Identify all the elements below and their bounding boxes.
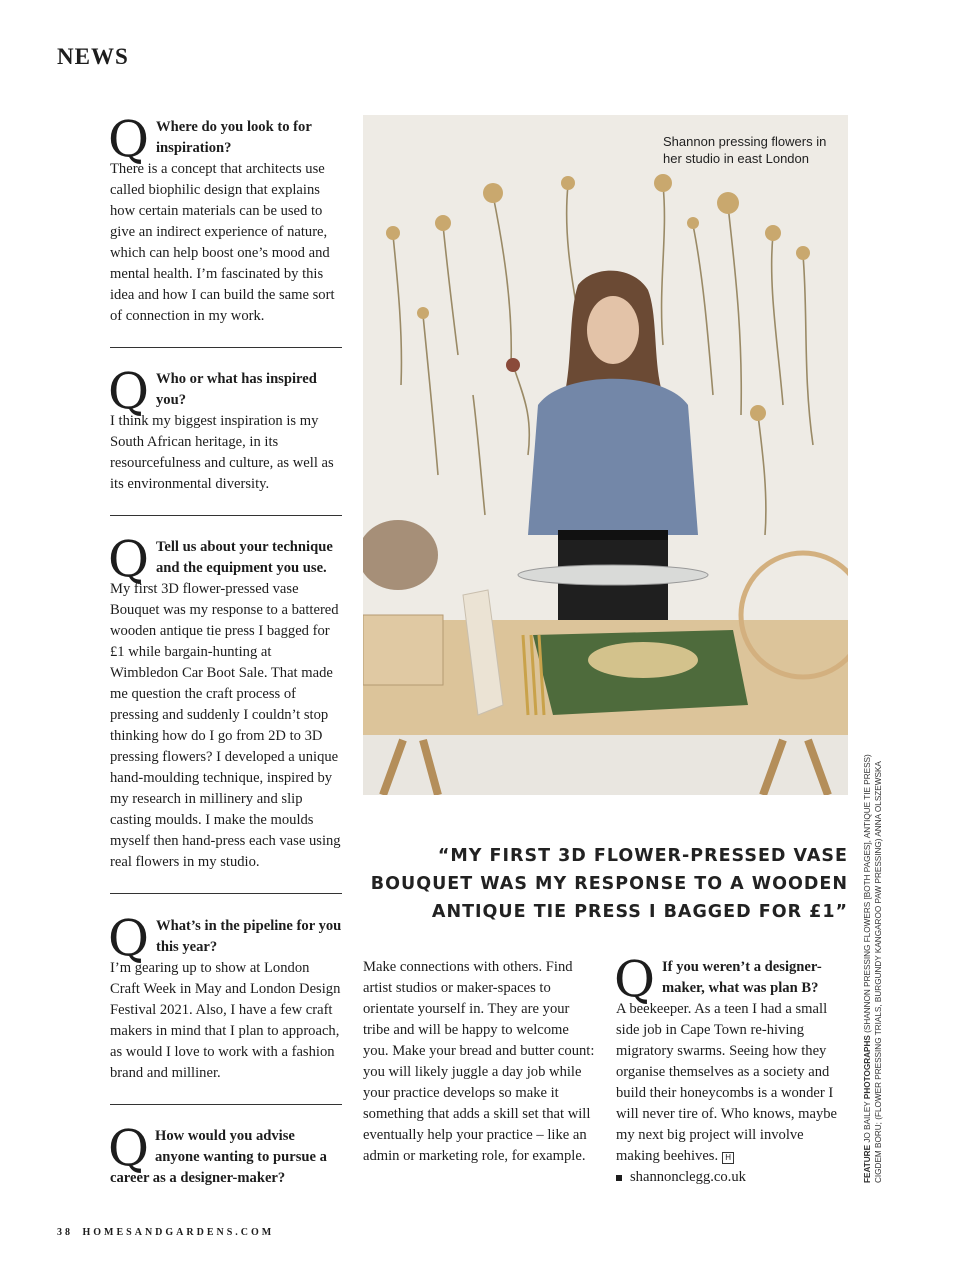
q-dropcap: Q: [108, 530, 149, 588]
question-text: If you weren’t a designer-maker, what was plan B?: [662, 959, 822, 996]
question-text: How would you advise anyone wanting to pursue a career as a designer-maker?: [110, 1128, 327, 1186]
page-number: 38: [57, 1227, 73, 1238]
qa-plan-b: [614, 950, 846, 1188]
q-dropcap: Q: [108, 1119, 149, 1177]
divider: [110, 515, 342, 516]
studio-photo: [363, 115, 848, 795]
answer-body: A beekeeper. As a teen I had a small side job in Cape Town re-hiving migratory swarms. Seeing how they organise themselves as a society and build their honeycombs is a wonder I will never tire of. Who knows, maybe my next big project will involve making beehives.: [616, 1001, 838, 1164]
photo-caption: Shannon pressing flowers in her studio in east London: [663, 134, 827, 166]
credit-feature-label: FEATURE: [863, 1144, 872, 1183]
answer-text: I’m gearing up to show at London Craft Week in May and London Design Festival 2021. Also, I have a few craft makers in mind that I plan to approach, as would I love to work with a fashion brand and milliner.: [110, 960, 341, 1081]
photo-credits: [862, 754, 884, 1183]
tray: [518, 565, 708, 585]
divider: [110, 347, 342, 348]
q-dropcap: Q: [108, 362, 149, 420]
qa-technique: [108, 530, 342, 873]
wooden-press: [363, 615, 443, 685]
qa-advice: [108, 1119, 342, 1189]
site-name: HOMESANDGARDENS.COM: [82, 1227, 275, 1238]
photo-illustration: [363, 115, 848, 795]
end-mark-icon: H: [722, 1152, 734, 1164]
divider: [110, 893, 342, 894]
credit-photos-label: PHOTOGRAPHS: [863, 1035, 872, 1100]
qa-inspiration: [108, 110, 342, 327]
credit-photos-text: (SHANNON PRESSING FLOWERS [BOTH PAGES], ANTIQUE TIE PRESS): [863, 754, 872, 1033]
qa-inspired-by: [108, 362, 342, 495]
answer-text: There is a concept that architects use called biophilic design that explains how certain materials can be used to give an indirect experience of nature, which can help boost one’s mood and mental health. I’m fascinated by this idea and how I can build the same sort of connection in my work.: [110, 161, 335, 324]
bullet-icon: [616, 1175, 622, 1181]
q-dropcap: Q: [614, 950, 655, 1008]
question-text: Who or what has inspired you?: [156, 371, 317, 408]
website-line: [616, 1167, 846, 1188]
credit-line-2: CIGDEM BORU; (FLOWER PRESSING TRIALS, BURGUNDY KANGAROO PAW PRESSING) ANNA OLSZEWSKA: [874, 761, 883, 1183]
question-text: What’s in the pipeline for you this year?: [156, 918, 342, 955]
divider: [110, 1104, 342, 1105]
qa-pipeline: [108, 909, 342, 1084]
answer-text: My first 3D flower-pressed vase Bouquet was my response to a battered wooden antique tie press I bagged for £1 while bargain-hunting at Wimbledon Car Boot Sale. That made me question the craft process of pressing and suddenly I couldn’t stop thinking how do I go from 2D to 3D pressing flowers? I developed a unique hand-moulding technique, inspired by my research in millinery and slip casting moulds. I make the moulds myself then hand-press each vase using real flowers in my studio.: [110, 581, 341, 870]
question-text: Tell us about your technique and the equipment you use.: [156, 539, 333, 576]
answer-text: I think my biggest inspiration is my South African heritage, in its resourcefulness and culture, as well as its environmental diversity.: [110, 413, 334, 492]
question-text: Where do you look to for inspiration?: [156, 119, 312, 156]
section-label: NEWS: [57, 44, 129, 69]
middle-column-text: Make connections with others. Find artist studios or maker-spaces to orientate yourself in. They are your tribe and will be happy to welcome you. Make your bread and butter count: you will likely juggle a day job while your practice develops so make it something that adds a skill set that will eventually help your practice – like an admin or marketing role, for example.: [363, 959, 595, 1164]
website-link[interactable]: shannonclegg.co.uk: [630, 1169, 746, 1185]
q-dropcap: Q: [108, 909, 149, 967]
pull-quote: “MY FIRST 3D FLOWER-PRESSED VASE BOUQUET WAS MY RESPONSE TO A WOODEN ANTIQUE TIE PRESS I BAGGED FOR £1”: [370, 846, 848, 922]
page-footer: [57, 1227, 274, 1238]
q-dropcap: Q: [108, 110, 149, 168]
credit-feature-name: JO BAILEY: [863, 1101, 872, 1143]
answer-text: [616, 999, 846, 1167]
